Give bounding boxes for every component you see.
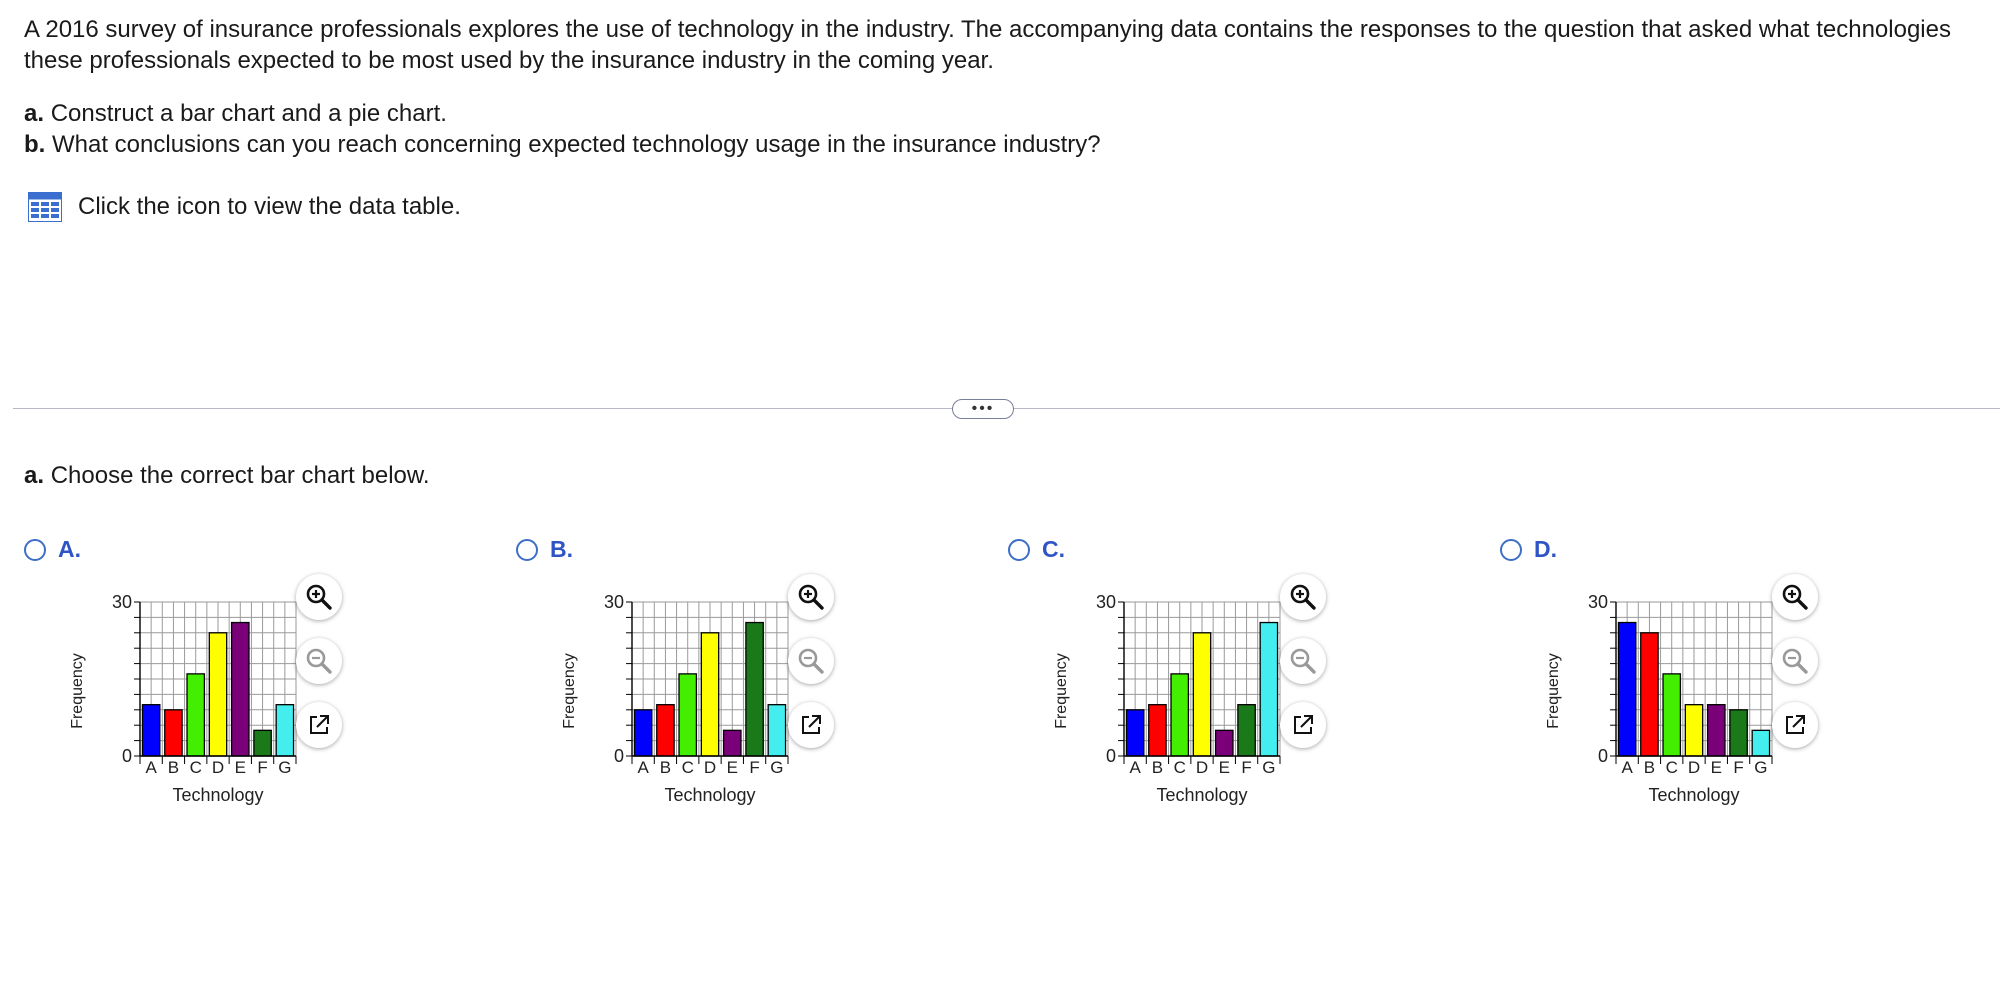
- bar-c: [187, 674, 204, 756]
- question-prompt: [24, 462, 430, 490]
- bar-d: [1685, 705, 1702, 756]
- bar-b: [1149, 705, 1166, 756]
- bar-c: [1663, 674, 1680, 756]
- x-axis-title: Technology: [1648, 785, 1740, 805]
- y-tick-label: 0: [613, 746, 624, 766]
- option-a-popout-button[interactable]: [296, 702, 342, 748]
- part-a-text: Construct a bar chart and a pie chart.: [50, 100, 447, 127]
- x-tick-label: G: [770, 758, 784, 777]
- part-a-prefix: a.: [24, 100, 45, 127]
- x-tick-label: F: [1733, 758, 1744, 777]
- option-d-radio[interactable]: [1500, 539, 1522, 561]
- x-tick-label: B: [1643, 758, 1656, 777]
- option-d: [1500, 532, 1980, 832]
- part-b-line: [24, 129, 1101, 160]
- x-tick-label: B: [167, 758, 180, 777]
- y-tick-label: 30: [1587, 592, 1608, 612]
- x-tick-label: C: [1665, 758, 1678, 777]
- option-b-zoom-in-button[interactable]: [788, 574, 834, 620]
- option-c: [1008, 532, 1488, 832]
- option-c-zoom-in-button[interactable]: [1280, 574, 1326, 620]
- x-tick-label: D: [1687, 758, 1701, 777]
- y-tick-label: 0: [1597, 746, 1608, 766]
- option-b-zoom-out-button[interactable]: [788, 638, 834, 684]
- popout-icon: [1291, 713, 1315, 737]
- option-b-select[interactable]: [516, 536, 573, 563]
- option-a-zoom-out-button[interactable]: [296, 638, 342, 684]
- option-a-chart: [52, 592, 312, 822]
- x-tick-label: D: [703, 758, 717, 777]
- y-axis-title: Frequency: [69, 653, 86, 729]
- x-tick-label: B: [1151, 758, 1164, 777]
- y-tick-label: 0: [121, 746, 132, 766]
- x-tick-label: A: [1621, 758, 1633, 777]
- option-b-letter: B.: [550, 536, 573, 562]
- part-b-prefix: b.: [24, 131, 46, 158]
- zoom-out-icon: [1289, 647, 1317, 675]
- option-a: [24, 532, 504, 832]
- x-tick-label: E: [234, 758, 246, 777]
- problem-intro: A 2016 survey of insurance professionals explores the use of technology in the industry. The accompanying data contains the responses to the question that asked what technologies these professionals expected to be most used by the insurance industry in the coming year.: [24, 16, 1951, 74]
- option-a-letter: A.: [58, 536, 81, 562]
- bar-d: [209, 633, 226, 756]
- bar-e: [1216, 730, 1233, 756]
- bar-f: [746, 623, 763, 756]
- bar-g: [1752, 730, 1769, 756]
- zoom-in-icon: [1289, 583, 1317, 611]
- option-b-popout-button[interactable]: [788, 702, 834, 748]
- bar-b: [165, 710, 182, 756]
- expand-ellipsis-button[interactable]: •••: [952, 399, 1014, 419]
- x-tick-label: A: [637, 758, 649, 777]
- x-tick-label: E: [726, 758, 738, 777]
- option-d-popout-button[interactable]: [1772, 702, 1818, 748]
- option-c-chart: [1036, 592, 1296, 822]
- bar-e: [724, 730, 741, 756]
- table-icon[interactable]: [28, 192, 62, 222]
- bar-e: [1708, 705, 1725, 756]
- y-axis-title: Frequency: [1545, 653, 1562, 729]
- option-d-zoom-in-button[interactable]: [1772, 574, 1818, 620]
- bar-d: [701, 633, 718, 756]
- bar-e: [232, 623, 249, 756]
- option-d-zoom-out-button[interactable]: [1772, 638, 1818, 684]
- bar-a: [1618, 623, 1635, 756]
- option-c-popout-button[interactable]: [1280, 702, 1326, 748]
- option-c-zoom-out-button[interactable]: [1280, 638, 1326, 684]
- x-tick-label: D: [1195, 758, 1209, 777]
- bar-d: [1193, 633, 1210, 756]
- bar-g: [276, 705, 293, 756]
- y-tick-label: 30: [1095, 592, 1116, 612]
- x-axis-title: Technology: [664, 785, 756, 805]
- zoom-out-icon: [797, 647, 825, 675]
- bar-c: [679, 674, 696, 756]
- x-tick-label: A: [145, 758, 157, 777]
- popout-icon: [1783, 713, 1807, 737]
- bar-b: [1641, 633, 1658, 756]
- option-a-radio[interactable]: [24, 539, 46, 561]
- x-tick-label: B: [659, 758, 672, 777]
- option-b-chart: [544, 592, 804, 822]
- part-a-line: [24, 98, 1101, 129]
- bar-a: [1126, 710, 1143, 756]
- bar-f: [254, 730, 271, 756]
- zoom-in-icon: [797, 583, 825, 611]
- zoom-in-icon: [1781, 583, 1809, 611]
- option-c-select[interactable]: [1008, 536, 1065, 563]
- y-tick-label: 30: [603, 592, 624, 612]
- bar-g: [768, 705, 785, 756]
- bar-a: [634, 710, 651, 756]
- bar-c: [1171, 674, 1188, 756]
- x-tick-label: G: [1262, 758, 1276, 777]
- zoom-out-icon: [305, 647, 333, 675]
- question-text: Choose the correct bar chart below.: [50, 462, 430, 489]
- x-tick-label: F: [749, 758, 760, 777]
- option-a-select[interactable]: [24, 536, 81, 563]
- question-prefix: a.: [24, 462, 45, 489]
- option-b: [516, 532, 996, 832]
- bar-g: [1260, 623, 1277, 756]
- y-axis-title: Frequency: [561, 653, 578, 729]
- option-d-select[interactable]: [1500, 536, 1557, 563]
- option-d-letter: D.: [1534, 536, 1557, 562]
- option-c-letter: C.: [1042, 536, 1065, 562]
- x-tick-label: C: [681, 758, 694, 777]
- x-tick-label: C: [189, 758, 202, 777]
- y-tick-label: 30: [111, 592, 132, 612]
- y-tick-label: 0: [1105, 746, 1116, 766]
- x-tick-label: E: [1218, 758, 1230, 777]
- option-a-zoom-in-button[interactable]: [296, 574, 342, 620]
- bar-f: [1238, 705, 1255, 756]
- option-b-radio[interactable]: [516, 539, 538, 561]
- bar-b: [657, 705, 674, 756]
- x-tick-label: G: [1754, 758, 1768, 777]
- popout-icon: [307, 713, 331, 737]
- x-tick-label: F: [257, 758, 268, 777]
- bar-a: [142, 705, 159, 756]
- x-tick-label: C: [1173, 758, 1186, 777]
- data-table-link: [28, 192, 461, 222]
- y-axis-title: Frequency: [1053, 653, 1070, 729]
- x-tick-label: G: [278, 758, 292, 777]
- bar-f: [1730, 710, 1747, 756]
- x-axis-title: Technology: [1156, 785, 1248, 805]
- part-b-text: What conclusions can you reach concerning expected technology usage in the insurance industry?: [52, 131, 1101, 158]
- problem-statement: [24, 14, 1984, 76]
- x-axis-title: Technology: [172, 785, 264, 805]
- popout-icon: [799, 713, 823, 737]
- option-c-radio[interactable]: [1008, 539, 1030, 561]
- x-tick-label: F: [1241, 758, 1252, 777]
- zoom-out-icon: [1781, 647, 1809, 675]
- x-tick-label: E: [1710, 758, 1722, 777]
- problem-parts: [24, 98, 1101, 160]
- option-d-chart: [1528, 592, 1788, 822]
- zoom-in-icon: [305, 583, 333, 611]
- x-tick-label: D: [211, 758, 225, 777]
- x-tick-label: A: [1129, 758, 1141, 777]
- data-table-link-text: Click the icon to view the data table.: [78, 193, 461, 220]
